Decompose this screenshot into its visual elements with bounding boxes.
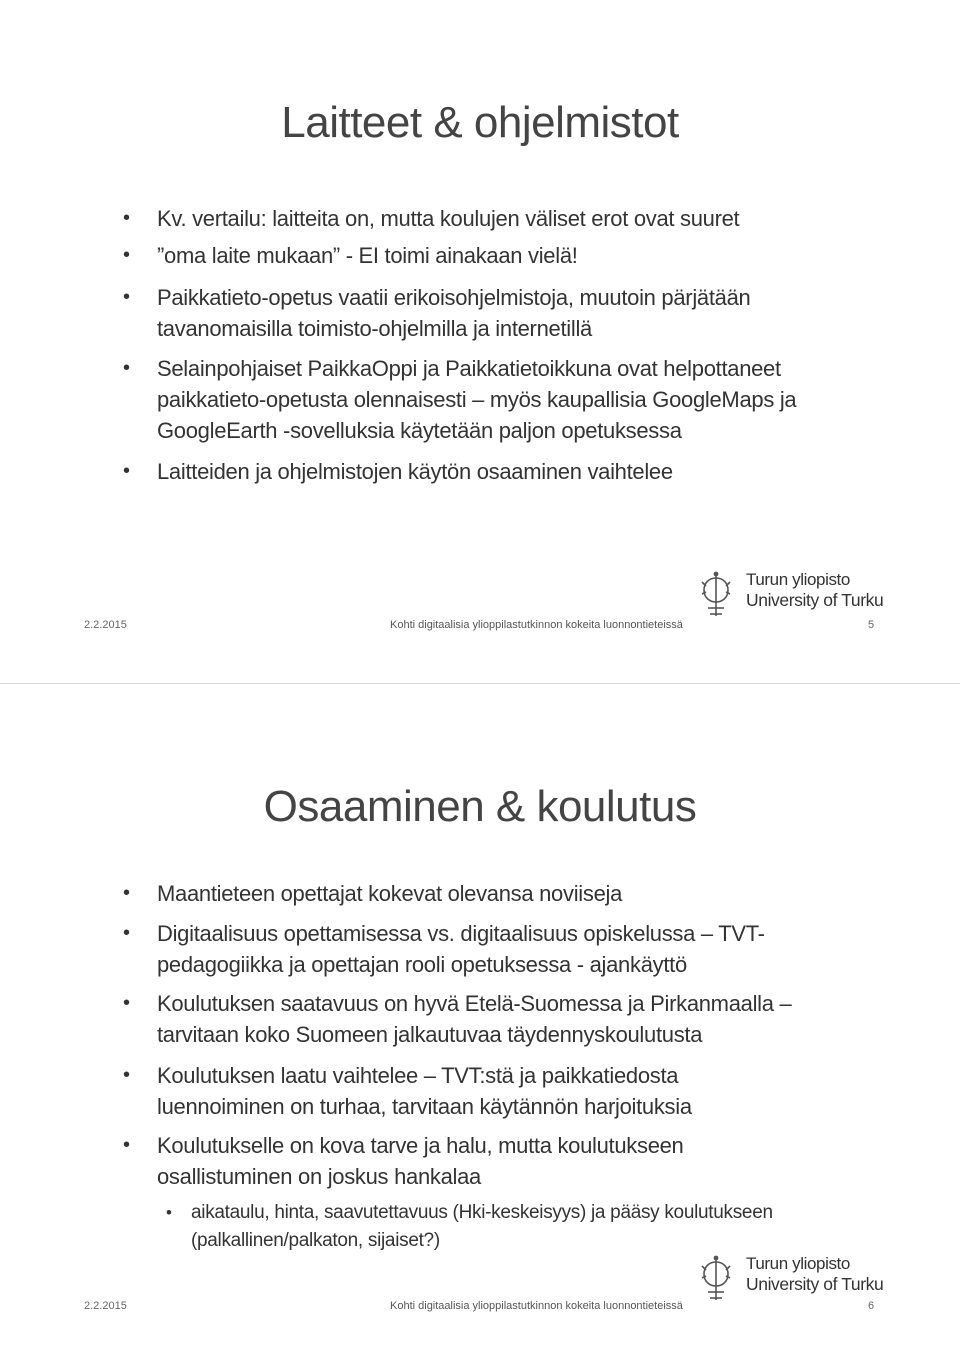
bullet-item [157, 878, 847, 909]
bullet-line: • Koulutukselle on kova tarve ja halu, mutta koulutukseen [157, 1133, 684, 1158]
bullet-item [157, 918, 847, 980]
footer-date: 2.2.2015 [84, 619, 127, 631]
bullet-line: Maantieteen opettajat kokevat olevansa noviiseja [157, 881, 623, 906]
bullet-line: Kv. vertailu: laitteita on, mutta koulujen väliset erot ovat suuret [157, 206, 740, 231]
university-logo [698, 1252, 888, 1304]
bullet-line: Laitteiden ja ohjelmistojen käytön osaaminen vaihtelee [157, 459, 673, 484]
logo-text-finnish: Turun yliopisto [746, 1254, 850, 1273]
bullet-line: luennoiminen on turhaa, tarvitaan käytännön harjoituksia [157, 1094, 692, 1119]
bullet-item [157, 456, 847, 487]
page-number: 6 [868, 1300, 875, 1312]
slide-footer [0, 619, 960, 639]
footer-title: Kohti digitaalisia ylioppilastutkinnon kokeita luonnontieteissä [390, 1300, 683, 1312]
bullet-line: tavanomaisilla toimisto-ohjelmilla ja internetillä [157, 316, 592, 341]
bullet-line: • Koulutuksen laatu vaihtelee – TVT:stä ja paikkatiedosta [157, 1063, 679, 1088]
footer-date: 2.2.2015 [84, 1300, 127, 1312]
page-number: 5 [868, 619, 875, 631]
slide-title: Laitteet & ohjelmistot [281, 98, 679, 147]
footer-title: Kohti digitaalisia ylioppilastutkinnon kokeita luonnontieteissä [390, 619, 683, 631]
bullet-item [157, 282, 847, 344]
logo-text-finnish: Turun yliopisto [746, 570, 850, 589]
bullet-item [157, 988, 847, 1050]
university-logo [698, 568, 888, 620]
bullet-line: GoogleEarth -sovelluksia käytetään paljon opetuksessa [157, 418, 682, 443]
university-seal-icon [698, 568, 734, 620]
logo-text-english: University of Turku [746, 590, 884, 610]
bullet-item [157, 1060, 847, 1122]
bullet-line: osallistuminen on joskus hankalaa [157, 1164, 481, 1189]
slide-title: Osaaminen & koulutus [263, 782, 697, 831]
bullet-line: ”oma laite mukaan” - EI toimi ainakaan vielä! [157, 243, 578, 268]
bullet-line: (palkallinen/palkaton, sijaiset?) [191, 1230, 440, 1251]
bullet-line: • Paikkatieto-opetus vaatii erikoisohjelmistoja, muutoin pärjätään [157, 285, 751, 310]
bullet-item [157, 1130, 847, 1192]
bullet-line: • Koulutuksen saatavuus on hyvä Etelä-Suomessa ja Pirkanmaalla – [157, 991, 792, 1016]
bullet-line: • Digitaalisuus opettamisessa vs. digitaalisuus opiskelussa – TVT- [157, 921, 765, 946]
bullet-line: pedagogiikka ja opettajan rooli opetuksessa - ajankäyttö [157, 952, 687, 977]
slide-5 [0, 0, 960, 683]
bullet-item [157, 203, 847, 234]
logo-text-english: University of Turku [746, 1274, 884, 1294]
bullet-line: paikkatieto-opetusta olennaisesti – myös kaupallisia GoogleMaps ja [157, 387, 797, 412]
slide-6 [0, 684, 960, 1367]
slide-footer [0, 1300, 960, 1320]
bullet-line: tarvitaan koko Suomeen jalkautuvaa täydennyskoulutusta [157, 1022, 703, 1047]
sub-bullet-item [191, 1199, 831, 1255]
bullet-item [157, 353, 847, 446]
bullet-item [157, 240, 847, 271]
bullet-line: • Selainpohjaiset PaikkaOppi ja Paikkatietoikkuna ovat helpottaneet [157, 356, 781, 381]
bullet-line: • aikataulu, hinta, saavutettavuus (Hki-keskeisyys) ja pääsy koulutukseen [191, 1202, 773, 1223]
university-seal-icon [698, 1252, 734, 1304]
